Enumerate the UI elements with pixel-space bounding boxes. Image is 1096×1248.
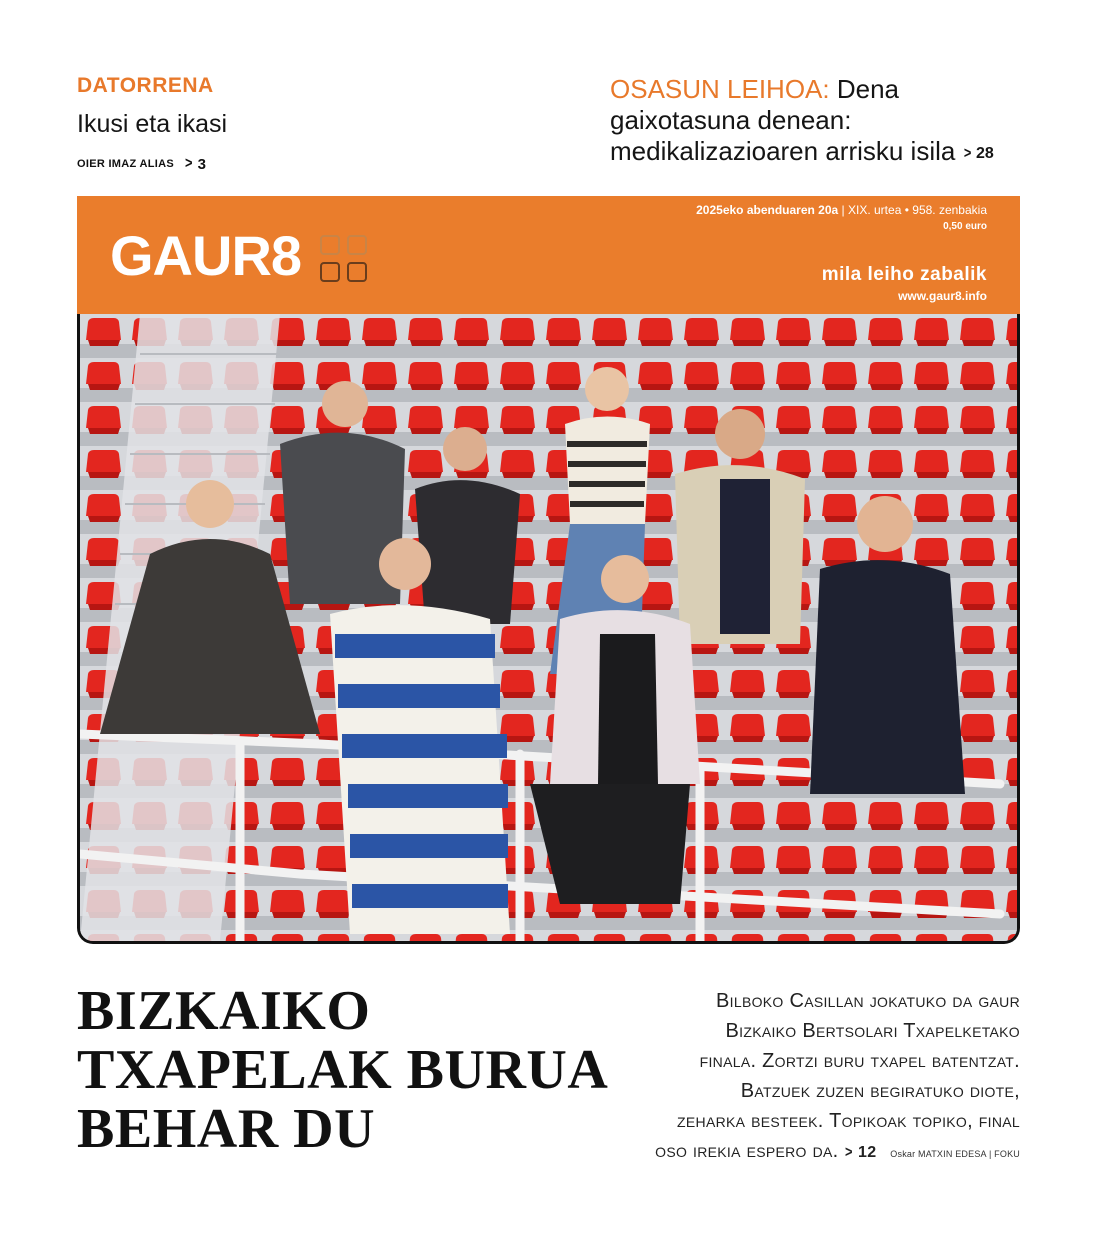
- chevron-right-icon: >: [184, 155, 193, 172]
- standfirst-line: Batzuek zuzen begiratuko diote,: [740, 1080, 1020, 1102]
- page-number: 28: [975, 144, 994, 162]
- teaser-osasun-leihoa[interactable]: [610, 74, 1030, 169]
- standfirst-line: zeharka besteek. Topikoak topiko, final: [677, 1110, 1020, 1132]
- standfirst-line: Bilboko Casillan jokatuko da gaur: [716, 990, 1020, 1012]
- teaser-kicker: DATORRENA: [77, 74, 214, 97]
- teaser-title[interactable]: Ikusi eta ikasi: [77, 110, 228, 138]
- logo-wordmark[interactable]: GAUR8: [110, 224, 302, 287]
- teaser-byline: [77, 155, 497, 173]
- page-reference[interactable]: [184, 155, 206, 173]
- teaser-text-line2: gaixotasuna denean:: [610, 105, 852, 135]
- standfirst-line: finala. Zortzi buru txapel batentzat.: [699, 1050, 1020, 1072]
- standfirst: [600, 986, 1020, 1169]
- bullet-separator: •: [904, 203, 913, 217]
- byline-author: OIER IMAZ ALIAS: [77, 158, 174, 170]
- standfirst-line: Bizkaiko Bertsolari Txapelketako: [725, 1020, 1020, 1042]
- teaser-label: OSASUN LEIHOA:: [610, 74, 830, 104]
- issue-date: 2025eko abenduaren 20a: [696, 203, 839, 217]
- website-link[interactable]: www.gaur8.info: [898, 289, 987, 303]
- main-headline[interactable]: [77, 982, 637, 1159]
- standfirst-line: oso irekia espero da.: [655, 1140, 839, 1162]
- headline-line: BEHAR DU: [77, 1098, 376, 1160]
- teaser-text-line1: Dena: [836, 74, 900, 104]
- issue-number: 958. zenbakia: [912, 203, 987, 217]
- cover-photo: [77, 314, 1020, 944]
- teaser-text-line3: medikalizazioaren arrisku isila: [610, 136, 956, 166]
- issue-price: 0,50 euro: [943, 221, 987, 232]
- headline-line: TXAPELAK BURUA: [77, 1039, 609, 1101]
- page-number: 3: [197, 155, 207, 173]
- masthead: [77, 196, 1020, 314]
- chevron-right-icon: >: [963, 144, 972, 162]
- page-reference[interactable]: [963, 138, 994, 169]
- headline-line: BIZKAIKO: [77, 980, 371, 1042]
- group-photo-icon: [80, 314, 1017, 941]
- slogan: mila leiho zabalik: [821, 264, 987, 285]
- page-number: 12: [858, 1144, 877, 1161]
- teaser-datorrena[interactable]: [77, 74, 497, 173]
- issue-year: XIX. urtea: [848, 203, 902, 217]
- page-reference[interactable]: [844, 1138, 876, 1168]
- photo-credit: Oskar MATXIN EDESA | FOKU: [890, 1149, 1020, 1159]
- issue-info: [696, 203, 987, 217]
- chevron-right-icon: >: [845, 1144, 854, 1161]
- logo-squares-icon: [320, 235, 369, 284]
- separator: |: [841, 203, 848, 217]
